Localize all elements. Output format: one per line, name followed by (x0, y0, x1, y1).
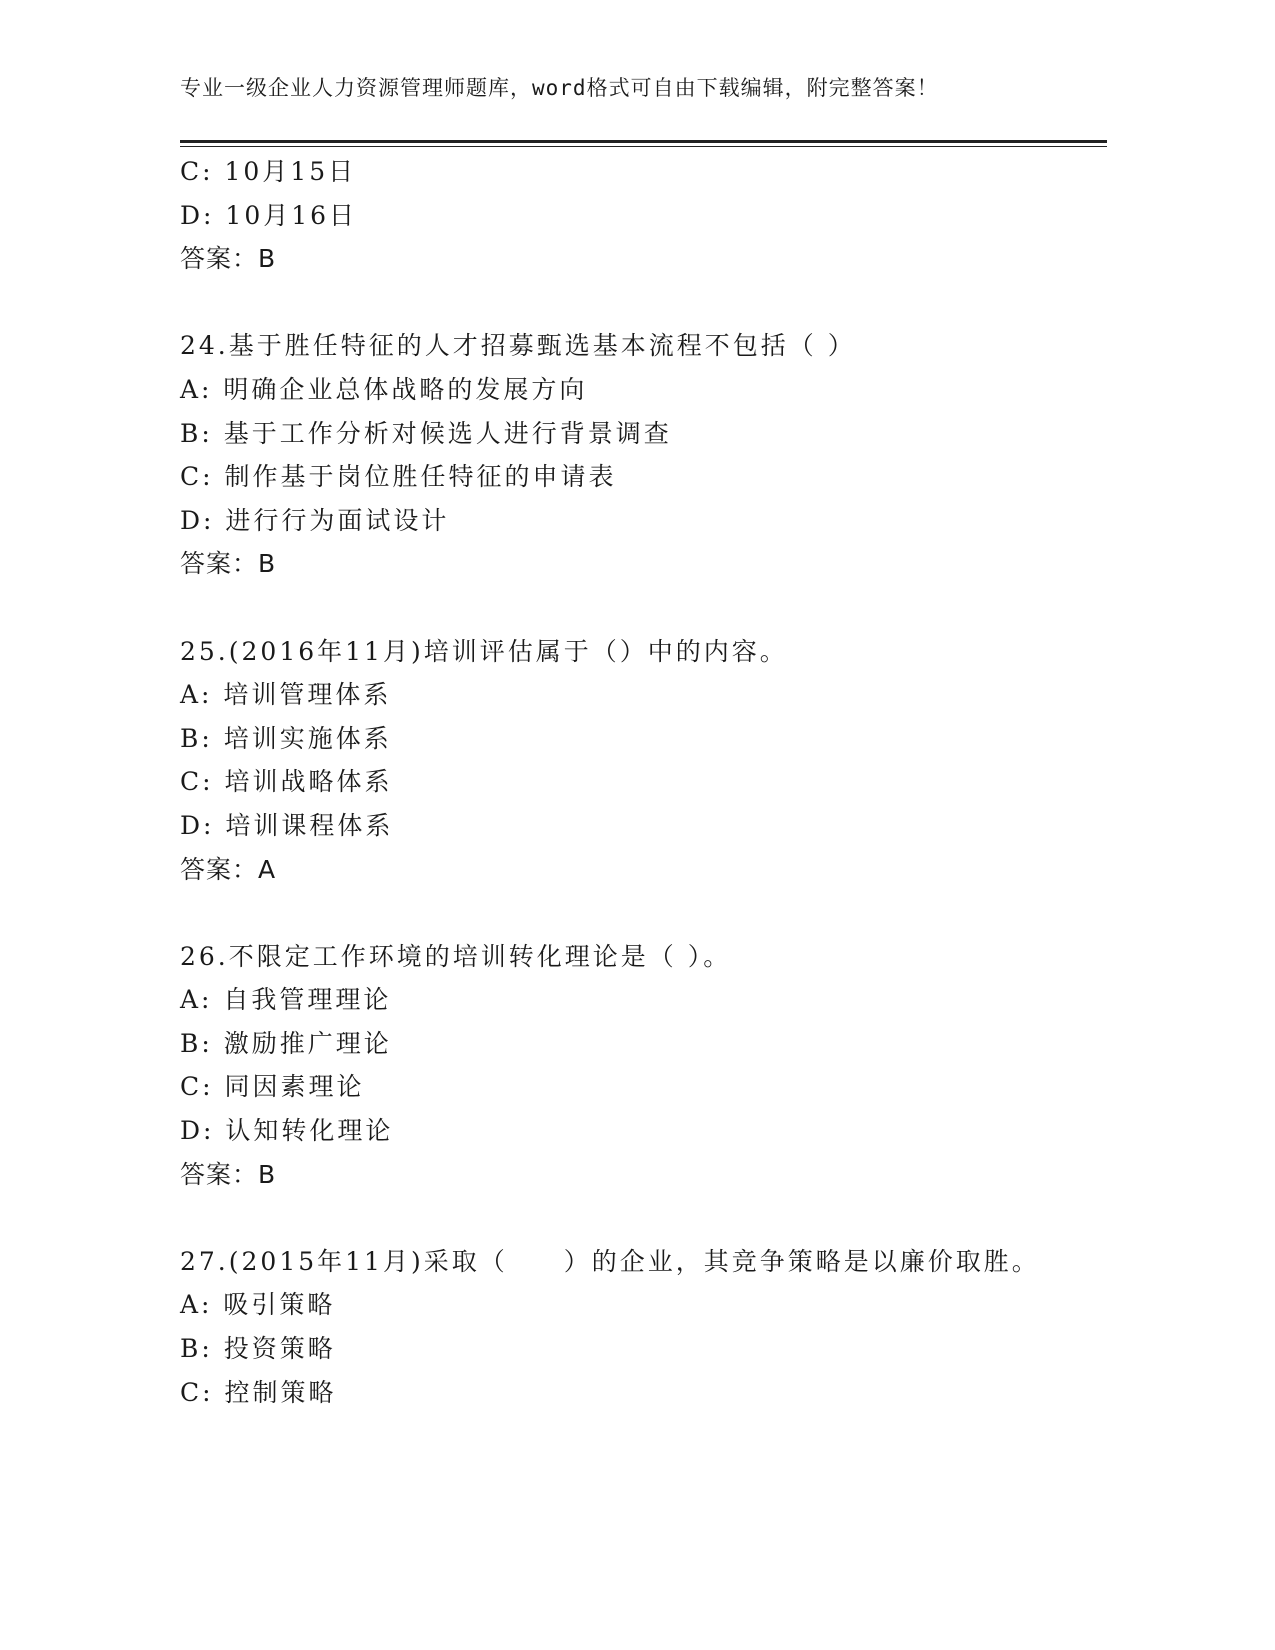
answer-option: C: 培训战略体系 (180, 767, 393, 797)
answer-line: 答案：B (180, 1159, 277, 1189)
answer-option: C: 控制策略 (180, 1377, 337, 1407)
answer-option: B: 投资策略 (180, 1334, 336, 1364)
question-stem: 24.基于胜任特征的人才招募甄选基本流程不包括（ ） (180, 331, 856, 361)
answer-line: 答案：A (180, 854, 277, 884)
answer-option: C: 同因素理论 (180, 1072, 365, 1102)
spacer (180, 891, 1110, 935)
answer-option: A: 吸引策略 (180, 1290, 336, 1320)
answer-option: C: 制作基于岗位胜任特征的申请表 (180, 462, 617, 492)
answer-option: A: 培训管理体系 (180, 680, 392, 710)
question-stem: 27.(2015年11月)采取（ ）的企业，其竞争策略是以廉价取胜。 (180, 1246, 1040, 1276)
spacer (180, 1196, 1110, 1240)
answer-option: B: 培训实施体系 (180, 723, 392, 753)
spacer (180, 586, 1110, 630)
question-stem: 26.不限定工作环境的培训转化理论是（ ）。 (180, 941, 732, 971)
answer-option: C: 10月15日 (180, 157, 357, 186)
answer-option: D: 认知转化理论 (180, 1116, 394, 1146)
header-rule-thin (180, 146, 1107, 147)
page-header: 专业一级企业人力资源管理师题库，word格式可自由下载编辑，附完整答案！ (180, 76, 939, 100)
answer-option: D: 培训课程体系 (180, 810, 394, 840)
answer-line: 答案：B (180, 244, 277, 274)
answer-option: B: 激励推广理论 (180, 1028, 392, 1058)
answer-option: D: 进行行为面试设计 (180, 505, 450, 535)
answer-option: D: 10月16日 (180, 200, 358, 230)
answer-option: B: 基于工作分析对候选人进行背景调查 (180, 418, 672, 448)
answer-option: A: 自我管理理论 (180, 985, 392, 1015)
spacer (180, 281, 1110, 325)
question-list (180, 150, 1110, 1414)
header-rule-thick (180, 140, 1107, 143)
answer-option: A: 明确企业总体战略的发展方向 (180, 374, 588, 404)
answer-line: 答案：B (180, 549, 277, 579)
question-stem: 25.(2016年11月)培训评估属于（）中的内容。 (180, 636, 788, 666)
